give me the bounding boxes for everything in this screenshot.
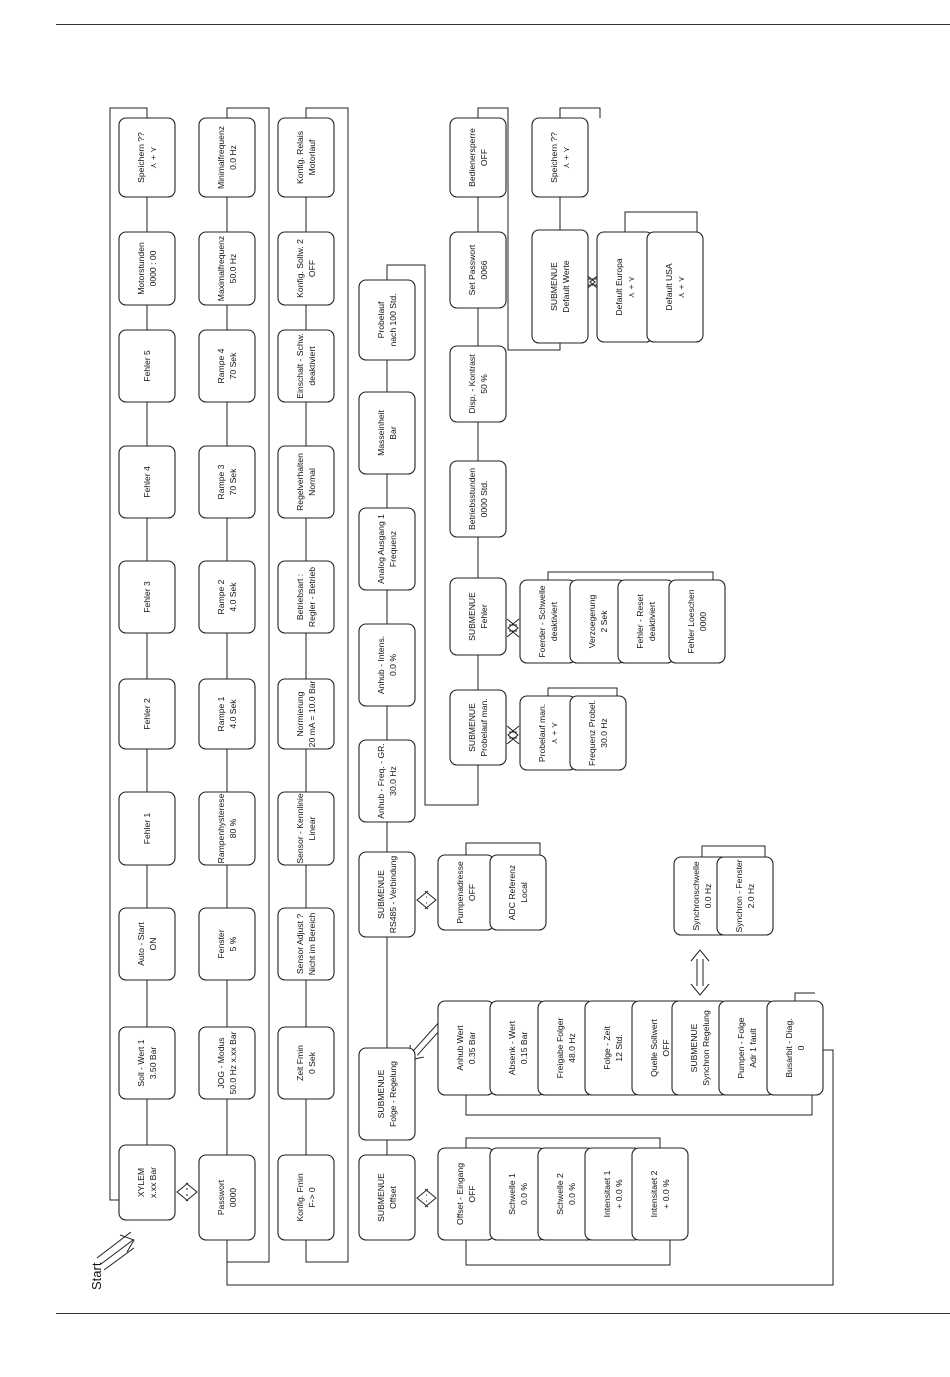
folge-item-submenue-synchron-regelung-line-1: SUBMENUE	[689, 1023, 699, 1073]
folge-item-quelle-sollwert-off-line-2: OFF	[661, 1039, 671, 1057]
folge-item-absenk-wert-0-15-bar-line-2: 0.15 Bar	[519, 1031, 529, 1065]
menu-box-rampe-3-70-sek-r2[interactable]	[199, 446, 255, 518]
menu-box-disp-kontrast-50-r5-frame	[450, 346, 506, 422]
menu-box-xylem-x-xx-bar-r1-frame	[119, 1145, 175, 1220]
folge-item-folge-zeit-12-std-line-2: 12 Std.	[614, 1034, 624, 1062]
menu-box-passwort-0000-r2-frame	[199, 1155, 255, 1240]
arrow-synchron-submenu	[691, 950, 709, 995]
menu-box-fehler-1-r1-text	[142, 813, 152, 845]
menu-box-rampenhysterese-80-r2-line-2: 80 %	[228, 818, 238, 839]
menu-box-normierung-20-ma-10-0-bar-r3-line-2: 20 mA = 10.0 Bar	[307, 680, 317, 748]
menu-box-soll-wert-1-3-50-bar-r1-frame	[119, 1027, 175, 1099]
menu-box-soll-wert-1-3-50-bar-r1[interactable]	[119, 1027, 175, 1099]
menu-box-maximalfrequenz-50-0-hz-r2[interactable]	[199, 232, 255, 305]
fehler-item-fehler-loeschen-0000-line-2: 0000	[698, 611, 708, 632]
menu-box-zeit-fmin-0-sek-r3-line-1: Zeit Fmin	[295, 1045, 305, 1081]
menu-box-submenue-default-werte-r6[interactable]	[532, 230, 588, 343]
offset-item-offset-eingang-off[interactable]	[438, 1148, 494, 1240]
menu-box-jog-modus-50-0-hz-x-xx-bar-r2-line-1: JOG - Modus	[216, 1037, 226, 1089]
menu-box-zeit-fmin-0-sek-r3-frame	[278, 1027, 334, 1099]
menu-box-sensor-adjust-nicht-im-bereich-r3-line-2: Nicht im Bereich	[307, 912, 317, 976]
menu-box-regelverhalten-normal-r3-line-2: Normal	[307, 468, 317, 496]
menu-box-fehler-5-r1-line-1: Fehler 5	[142, 350, 152, 382]
menu-box-xylem-x-xx-bar-r1-line-1: XYLEM	[136, 1167, 146, 1198]
offset-item-intensitaet-2-0-0-line-1: Intensitaet 2	[649, 1170, 659, 1218]
rs485-item-pumpenadresse-off[interactable]	[438, 855, 494, 930]
menu-box-fehler-1-r1-line-1: Fehler 1	[142, 812, 152, 845]
menu-box-analog-ausgang-1-frequenz-r4-frame	[359, 508, 415, 590]
menu-box-konfig-relais-motorlauf-r3-frame	[278, 118, 334, 197]
probelauf-item-probelauf-man-line-2: ⋏ + ⋎	[549, 721, 559, 745]
fehler-item-foerder-schwelle-deaktiviert[interactable]	[520, 580, 576, 663]
folge-item-busarbit-diag-0-frame	[767, 1001, 823, 1095]
menu-box-fehler-4-r1-line-1: Fehler 4	[142, 466, 152, 498]
menu-box-speichern-r6-line-2: ⋏ + ⋎	[561, 146, 571, 169]
menu-box-fehler-2-r1-line-1: Fehler 2	[142, 698, 152, 730]
fehler-item-verzoegerung-2-sek-line-1: Verzoegerung	[587, 594, 597, 649]
default-item-default-usa-line-2: ⋏ + ⋎	[676, 275, 686, 299]
menu-box-rampe-4-70-sek-r2-frame	[199, 330, 255, 402]
menu-box-speichern-r6-line-1: Speichern ??	[549, 132, 559, 183]
menu-box-probelauf-nach-100-std-r4-line-2: nach 100 Std.	[388, 293, 398, 347]
menu-box-analog-ausgang-1-frequenz-r4-line-2: Frequenz	[388, 530, 398, 568]
menu-box-rampe-1-4-0-sek-r2-line-2: 4.0 Sek	[228, 699, 238, 729]
menu-box-fenster-5-r2-line-2: 5 %	[228, 936, 238, 952]
menu-box-submenue-folge-regelung-r4-frame	[359, 1048, 415, 1140]
menu-box-fehler-4-r1-text	[142, 466, 152, 498]
folge-item-anhub-wert-0-35-bar[interactable]	[438, 1001, 494, 1095]
menu-box-konfig-sollw-2-off-r3-line-1: Konfig. Sollw. 2	[295, 239, 305, 298]
folge-item-busarbit-diag-0-line-2: 0	[796, 1045, 806, 1051]
menu-box-motorstunden-0000-00-r1-frame	[119, 232, 175, 305]
menu-box-jog-modus-50-0-hz-x-xx-bar-r2-line-2: 50.0 Hz x.xx Bar	[228, 1031, 238, 1095]
menu-box-zeit-fmin-0-sek-r3-line-2: 0 Sek	[307, 1052, 317, 1074]
menu-box-betriebsart-regler-betrieb-r3-line-2: Regler - Betrieb	[307, 566, 317, 628]
menu-box-speichern-r6[interactable]	[532, 118, 588, 197]
menu-box-masseinheit-bar-r4-line-1: Masseinheit	[376, 410, 386, 456]
menu-box-fehler-2-r1-text	[142, 698, 152, 730]
menu-box-fenster-5-r2-line-1: Fenster	[216, 929, 226, 959]
menu-box-motorstunden-0000-00-r1-line-1: Motorstunden	[136, 242, 146, 295]
menu-box-normierung-20-ma-10-0-bar-r3[interactable]	[278, 679, 334, 749]
menu-box-speichern-r1-line-2: ⋏ + ⋎	[148, 146, 158, 169]
menu-box-passwort-0000-r2-line-2: 0000	[228, 1187, 238, 1208]
menu-box-rampe-4-70-sek-r2-line-2: 70 Sek	[228, 352, 238, 380]
menu-box-anhub-freq-gr-30-0-hz-r4-frame	[359, 740, 415, 822]
menu-box-submenue-probelauf-man-r5-line-2: Probelauf man.	[479, 698, 489, 757]
menu-box-minimalfrequenz-0-0-hz-r2-line-1: Minimalfrequenz	[216, 125, 226, 190]
offset-item-offset-eingang-off-line-2: OFF	[467, 1185, 477, 1203]
folge-item-freigabe-folger-48-0-hz-line-2: 48.0 Hz	[567, 1033, 577, 1063]
fehler-item-foerder-schwelle-deaktiviert-frame	[520, 580, 576, 663]
rs485-item-adc-referenz-local-frame	[490, 855, 546, 930]
folge-item-anhub-wert-0-35-bar-line-1: Anhub Wert	[455, 1025, 465, 1071]
menu-box-submenue-rs485-verbindung-r4-frame	[359, 852, 415, 937]
menu-box-minimalfrequenz-0-0-hz-r2-line-2: 0.0 Hz	[228, 145, 238, 170]
fehler-item-fehler-reset-deaktiviert-frame	[618, 580, 674, 663]
folge-item-pumpen-folge-adr-1-fault-line-2: Adr 1 fault	[748, 1028, 758, 1068]
menu-box-submenue-folge-regelung-r4[interactable]	[359, 1048, 415, 1140]
probelauf-item-frequenz-probel-30-0-hz[interactable]	[570, 696, 626, 770]
menu-box-einschalt-schw-deaktiviert-r3-frame	[278, 330, 334, 402]
menu-box-submenue-rs485-verbindung-r4[interactable]	[359, 852, 415, 937]
menu-box-xylem-x-xx-bar-r1[interactable]	[119, 1145, 175, 1220]
menu-box-speichern-r1-line-1: Speichern ??	[136, 132, 146, 183]
menu-box-regelverhalten-normal-r3-line-1: Regelverhalten	[295, 453, 305, 511]
menu-box-anhub-freq-gr-30-0-hz-r4-line-1: Anhub - Freq. - GR.	[376, 743, 386, 819]
rs485-item-adc-referenz-local-line-1: ADC Referenz	[507, 864, 517, 921]
offset-item-schwelle-2-0-0-line-2: 0.0 %	[567, 1183, 577, 1205]
menu-box-anhub-freq-gr-30-0-hz-r4-line-2: 30.0 Hz	[388, 766, 398, 796]
menu-box-probelauf-nach-100-std-r4-line-1: Probelauf	[376, 301, 386, 339]
menu-box-konfig-fmin-f-0-r3-line-2: F-> 0	[307, 1187, 317, 1208]
menu-box-rampe-4-70-sek-r2[interactable]	[199, 330, 255, 402]
fehler-item-foerder-schwelle-deaktiviert-line-2: deaktiviert	[549, 601, 559, 642]
menu-box-fehler-5-r1[interactable]	[119, 330, 175, 402]
offset-item-offset-eingang-off-frame	[438, 1148, 494, 1240]
default-item-default-usa-frame	[647, 232, 703, 342]
menu-box-rampe-1-4-0-sek-r2[interactable]	[199, 679, 255, 749]
menu-box-fehler-2-r1[interactable]	[119, 679, 175, 749]
menu-box-sensor-kennlinie-linear-r3-line-2: Linear	[307, 816, 317, 841]
fehler-item-foerder-schwelle-deaktiviert-line-1: Foerder - Schwelle	[537, 585, 547, 658]
folge-item-anhub-wert-0-35-bar-line-2: 0.35 Bar	[467, 1031, 477, 1065]
menu-box-rampenhysterese-80-r2-frame	[199, 792, 255, 865]
menu-box-normierung-20-ma-10-0-bar-r3-line-1: Normierung	[295, 691, 305, 737]
menu-box-submenue-offset-r4-frame	[359, 1155, 415, 1240]
offset-item-schwelle-1-0-0-line-1: Schwelle 1	[507, 1173, 517, 1215]
synchron-item-synchron-fenster-2-0-hz-frame	[717, 857, 773, 935]
menu-box-set-passwort-0066-r5-line-1: Set Passwort	[467, 244, 477, 296]
menu-box-konfig-fmin-f-0-r3-frame	[278, 1155, 334, 1240]
menu-box-fehler-5-r1-text	[142, 350, 152, 382]
menu-box-auto-start-on-r1-line-1: Auto - Start	[136, 922, 146, 966]
fehler-item-fehler-loeschen-0000-frame	[669, 580, 725, 663]
menu-box-anhub-intens-0-0-r4-line-1: Anhub - Intens.	[376, 635, 386, 695]
menu-box-betriebsstunden-0000-std-r5-line-2: 0000 Std.	[479, 480, 489, 518]
folge-item-quelle-sollwert-off-line-1: Quelle Sollwert	[649, 1019, 659, 1077]
probelauf-item-frequenz-probel-30-0-hz-line-2: 30.0 Hz	[599, 718, 609, 748]
menu-box-rampenhysterese-80-r2-line-1: Rampenhysterese	[216, 793, 226, 864]
menu-box-set-passwort-0066-r5[interactable]	[450, 232, 506, 308]
menu-box-betriebsstunden-0000-std-r5-line-1: Betriebsstunden	[467, 467, 477, 531]
rs485-item-adc-referenz-local-line-2: Local	[519, 882, 529, 903]
default-item-default-europa-line-2: ⋏ + ⋎	[626, 275, 636, 299]
menu-box-bedienersperre-off-r5-frame	[450, 118, 506, 197]
menu-box-disp-kontrast-50-r5-line-2: 50 %	[479, 374, 489, 394]
menu-box-disp-kontrast-50-r5-line-1: Disp. - Kontrast	[467, 354, 477, 414]
synchron-item-synchronschwelle-0-0-hz-line-2: 0.0 Hz	[703, 883, 713, 909]
menu-box-passwort-0000-r2[interactable]	[199, 1155, 255, 1240]
default-item-default-europa-line-1: Default Europa	[614, 258, 624, 316]
menu-box-regelverhalten-normal-r3-frame	[278, 446, 334, 518]
menu-box-auto-start-on-r1[interactable]	[119, 908, 175, 980]
start-marker	[89, 1232, 134, 1290]
menu-box-konfig-relais-motorlauf-r3-line-1: Konfig. Relais	[295, 130, 305, 185]
menu-box-submenue-probelauf-man-r5-line-1: SUBMENUE	[467, 703, 477, 752]
menu-box-soll-wert-1-3-50-bar-r1-line-1: Soll - Wert 1	[136, 1039, 146, 1087]
menu-box-fehler-1-r1[interactable]	[119, 792, 175, 865]
menu-box-bedienersperre-off-r5-line-1: Bedienersperre	[467, 128, 477, 187]
menu-box-anhub-intens-0-0-r4[interactable]	[359, 624, 415, 706]
menu-box-einschalt-schw-deaktiviert-r3[interactable]	[278, 330, 334, 402]
fehler-item-fehler-reset-deaktiviert-line-1: Fehler - Reset	[635, 594, 645, 649]
arrow-probelauf-submenu	[507, 726, 519, 744]
menu-box-submenue-offset-r4[interactable]	[359, 1155, 415, 1240]
menu-box-speichern-r6-frame	[532, 118, 588, 197]
menu-box-maximalfrequenz-50-0-hz-r2-line-2: 50.0 Hz	[228, 253, 238, 284]
menu-box-rampe-2-4-0-sek-r2[interactable]	[199, 561, 255, 633]
menu-box-sensor-kennlinie-linear-r3-frame	[278, 792, 334, 865]
menu-box-motorstunden-0000-00-r1-line-2: 0000 : 00	[148, 250, 158, 287]
arrow-fehler-submenu	[507, 619, 519, 637]
menu-box-konfig-sollw-2-off-r3-frame	[278, 232, 334, 305]
menu-box-auto-start-on-r1-line-2: ON	[148, 937, 158, 951]
menu-box-speichern-r1-frame	[119, 118, 175, 197]
fehler-item-fehler-reset-deaktiviert[interactable]	[618, 580, 674, 663]
menu-box-konfig-sollw-2-off-r3-line-2: OFF	[307, 259, 317, 278]
menu-box-submenue-offset-r4-line-1: SUBMENUE	[376, 1173, 386, 1222]
menu-box-submenue-probelauf-man-r5-frame	[450, 690, 506, 765]
menu-box-submenue-fehler-r5-line-1: SUBMENUE	[467, 592, 477, 641]
synchron-item-synchron-fenster-2-0-hz-line-2: 2.0 Hz	[746, 883, 756, 909]
menu-box-bedienersperre-off-r5-line-2: OFF	[479, 148, 489, 167]
menu-box-sensor-adjust-nicht-im-bereich-r3-frame	[278, 908, 334, 980]
menu-box-submenue-rs485-verbindung-r4-line-2: RS485 - Verbindung	[388, 855, 398, 934]
folge-item-submenue-synchron-regelung-line-2: Synchron Regelung	[701, 1010, 711, 1086]
menu-box-betriebsstunden-0000-std-r5-frame	[450, 461, 506, 537]
menu-box-zeit-fmin-0-sek-r3[interactable]	[278, 1027, 334, 1099]
probelauf-item-probelauf-man-frame	[520, 696, 576, 770]
menu-box-rampenhysterese-80-r2[interactable]	[199, 792, 255, 865]
menu-box-submenue-fehler-r5-line-2: Fehler	[479, 604, 489, 629]
menu-box-submenue-folge-regelung-r4-line-2: Folge - Regelung	[388, 1061, 398, 1127]
menu-box-fehler-3-r1-line-1: Fehler 3	[142, 581, 152, 613]
menu-box-soll-wert-1-3-50-bar-r1-line-2: 3.50 Bar	[148, 1046, 158, 1080]
menu-box-minimalfrequenz-0-0-hz-r2[interactable]	[199, 118, 255, 197]
folge-item-busarbit-diag-0[interactable]	[767, 1001, 823, 1095]
menu-box-masseinheit-bar-r4-frame	[359, 392, 415, 474]
offset-item-intensitaet-2-0-0-frame	[632, 1148, 688, 1240]
menu-box-speichern-r1[interactable]	[119, 118, 175, 197]
menu-box-maximalfrequenz-50-0-hz-r2-line-1: Maximalfrequenz	[216, 235, 226, 302]
menu-box-fehler-4-r1[interactable]	[119, 446, 175, 518]
menu-box-submenue-rs485-verbindung-r4-line-1: SUBMENUE	[376, 870, 386, 919]
menu-box-rampe-4-70-sek-r2-line-1: Rampe 4	[216, 348, 226, 384]
rs485-item-pumpenadresse-off-line-1: Pumpenadresse	[455, 861, 465, 924]
menu-box-minimalfrequenz-0-0-hz-r2-frame	[199, 118, 255, 197]
menu-box-probelauf-nach-100-std-r4-frame	[359, 280, 415, 360]
default-item-default-europa[interactable]	[597, 232, 653, 342]
menu-box-betriebsart-regler-betrieb-r3-line-1: Betriebsart :	[295, 573, 305, 621]
menu-box-rampe-1-4-0-sek-r2-line-1: Rampe 1	[216, 696, 226, 732]
menu-box-jog-modus-50-0-hz-x-xx-bar-r2[interactable]	[199, 1027, 255, 1099]
offset-item-intensitaet-2-0-0[interactable]	[632, 1148, 688, 1240]
menu-box-konfig-relais-motorlauf-r3-line-2: Motorlauf	[307, 139, 317, 176]
default-item-default-europa-frame	[597, 232, 653, 342]
probelauf-item-probelauf-man-line-1: Probelauf man.	[537, 703, 547, 763]
folge-item-pumpen-folge-adr-1-fault-line-1: Pumpen - Folge	[736, 1017, 746, 1079]
menu-box-set-passwort-0066-r5-line-2: 0066	[479, 260, 489, 280]
menu-box-submenue-default-werte-r6-frame	[532, 230, 588, 343]
synchron-item-synchron-fenster-2-0-hz[interactable]	[717, 857, 773, 935]
menu-box-rampe-1-4-0-sek-r2-frame	[199, 679, 255, 749]
menu-box-analog-ausgang-1-frequenz-r4-line-1: Analog Ausgang 1	[376, 514, 386, 584]
menu-box-betriebsart-regler-betrieb-r3-frame	[278, 561, 334, 633]
menu-box-sensor-kennlinie-linear-r3-line-1: Sensor - Kennlinie	[295, 793, 305, 864]
menu-box-fehler-3-r1-text	[142, 581, 152, 613]
offset-item-intensitaet-1-0-0-line-1: Intensitaet 1	[602, 1170, 612, 1218]
menu-box-anhub-intens-0-0-r4-frame	[359, 624, 415, 706]
menu-box-fenster-5-r2[interactable]	[199, 908, 255, 980]
menu-box-sensor-adjust-nicht-im-bereich-r3-line-1: Sensor Adjust ?	[295, 913, 305, 975]
menu-box-konfig-fmin-f-0-r3-line-1: Konfig. Fmin	[295, 1173, 305, 1222]
menu-box-betriebsstunden-0000-std-r5[interactable]	[450, 461, 506, 537]
menu-box-submenue-offset-r4-line-2: Offset	[388, 1186, 398, 1209]
menu-box-submenue-fehler-r5-frame	[450, 578, 506, 655]
menu-box-jog-modus-50-0-hz-x-xx-bar-r2-frame	[199, 1027, 255, 1099]
menu-box-rampe-2-4-0-sek-r2-line-1: Rampe 2	[216, 579, 226, 615]
menu-box-maximalfrequenz-50-0-hz-r2-frame	[199, 232, 255, 305]
arrow-xylem-passwort	[177, 1183, 197, 1201]
probelauf-item-frequenz-probel-30-0-hz-line-1: Frequenz Probel.	[587, 700, 597, 766]
offset-item-intensitaet-2-0-0-line-2: + 0.0 %	[661, 1179, 671, 1209]
rs485-item-adc-referenz-local[interactable]	[490, 855, 546, 930]
menu-box-konfig-fmin-f-0-r3[interactable]	[278, 1155, 334, 1240]
folge-item-folge-zeit-12-std-line-1: Folge - Zeit	[602, 1026, 612, 1070]
menu-box-bedienersperre-off-r5[interactable]	[450, 118, 506, 197]
folge-item-busarbit-diag-0-line-1: Busarbit - Diag.	[784, 1018, 794, 1078]
menu-box-set-passwort-0066-r5-frame	[450, 232, 506, 308]
start-label: Start	[89, 1262, 104, 1290]
menu-box-einschalt-schw-deaktiviert-r3-line-2: deaktiviert	[307, 346, 317, 386]
fehler-item-verzoegerung-2-sek-line-2: 2 Sek	[599, 610, 609, 633]
menu-box-regelverhalten-normal-r3[interactable]	[278, 446, 334, 518]
arrow-offset-submenu	[417, 1189, 436, 1207]
probelauf-item-probelauf-man[interactable]	[520, 696, 576, 770]
fehler-item-fehler-reset-deaktiviert-line-2: deaktiviert	[647, 601, 657, 642]
menu-box-auto-start-on-r1-frame	[119, 908, 175, 980]
menu-box-einschalt-schw-deaktiviert-r3-line-1: Einschalt - Schw.	[295, 333, 305, 399]
arrow-rs485-submenu	[417, 891, 436, 909]
offset-item-schwelle-1-0-0-line-2: 0.0 %	[519, 1183, 529, 1205]
menu-box-rampe-3-70-sek-r2-line-1: Rampe 3	[216, 464, 226, 500]
menu-box-analog-ausgang-1-frequenz-r4[interactable]	[359, 508, 415, 590]
menu-box-fehler-3-r1[interactable]	[119, 561, 175, 633]
menu-box-fenster-5-r2-frame	[199, 908, 255, 980]
menu-box-submenue-folge-regelung-r4-line-1: SUBMENUE	[376, 1069, 386, 1119]
synchron-item-synchronschwelle-0-0-hz-line-1: Synchronschwelle	[691, 861, 701, 931]
menu-box-motorstunden-0000-00-r1[interactable]	[119, 232, 175, 305]
menu-box-rampe-2-4-0-sek-r2-line-2: 4.0 Sek	[228, 582, 238, 612]
fehler-item-fehler-loeschen-0000-line-1: Fehler Loeschen	[686, 589, 696, 654]
menu-box-passwort-0000-r2-line-1: Passwort	[216, 1179, 226, 1216]
menu-box-disp-kontrast-50-r5[interactable]	[450, 346, 506, 422]
offset-item-intensitaet-1-0-0-line-2: + 0.0 %	[614, 1179, 624, 1209]
menu-box-konfig-relais-motorlauf-r3[interactable]	[278, 118, 334, 197]
folge-item-anhub-wert-0-35-bar-frame	[438, 1001, 494, 1095]
offset-item-schwelle-2-0-0-line-1: Schwelle 2	[555, 1173, 565, 1215]
menu-box-normierung-20-ma-10-0-bar-r3-frame	[278, 679, 334, 749]
menu-box-masseinheit-bar-r4[interactable]	[359, 392, 415, 474]
menu-box-xylem-x-xx-bar-r1-line-2: x.xx Bar	[148, 1166, 158, 1199]
fehler-item-fehler-loeschen-0000[interactable]	[669, 580, 725, 663]
menu-box-submenue-default-werte-r6-line-2: Default Werte	[561, 260, 571, 313]
rs485-item-pumpenadresse-off-line-2: OFF	[467, 883, 477, 902]
menu-box-rampe-3-70-sek-r2-line-2: 70 Sek	[228, 468, 238, 496]
default-item-default-usa-line-1: Default USA	[664, 263, 674, 311]
rs485-item-pumpenadresse-off-frame	[438, 855, 494, 930]
default-item-default-usa[interactable]	[647, 232, 703, 342]
menu-box-submenue-probelauf-man-r5[interactable]	[450, 690, 506, 765]
folge-item-absenk-wert-0-15-bar-line-1: Absenk - Wert	[507, 1020, 517, 1076]
menu-box-betriebsart-regler-betrieb-r3[interactable]	[278, 561, 334, 633]
menu-box-sensor-kennlinie-linear-r3[interactable]	[278, 792, 334, 865]
menu-box-anhub-intens-0-0-r4-line-2: 0.0 %	[388, 654, 398, 676]
menu-box-konfig-sollw-2-off-r3[interactable]	[278, 232, 334, 305]
menu-box-probelauf-nach-100-std-r4[interactable]	[359, 280, 415, 360]
menu-box-submenue-default-werte-r6-line-1: SUBMENUE	[549, 262, 559, 311]
menu-box-rampe-2-4-0-sek-r2-frame	[199, 561, 255, 633]
probelauf-item-frequenz-probel-30-0-hz-frame	[570, 696, 626, 770]
menu-box-rampe-3-70-sek-r2-frame	[199, 446, 255, 518]
offset-item-offset-eingang-off-line-1: Offset - Eingang	[455, 1163, 465, 1225]
menu-box-anhub-freq-gr-30-0-hz-r4[interactable]	[359, 740, 415, 822]
menu-box-submenue-fehler-r5[interactable]	[450, 578, 506, 655]
synchron-item-synchron-fenster-2-0-hz-line-1: Synchron - Fenster	[734, 859, 744, 933]
folge-item-freigabe-folger-48-0-hz-line-1: Freigabe Folger	[555, 1017, 565, 1079]
menu-box-masseinheit-bar-r4-line-2: Bar	[388, 426, 398, 440]
menu-box-sensor-adjust-nicht-im-bereich-r3[interactable]	[278, 908, 334, 980]
